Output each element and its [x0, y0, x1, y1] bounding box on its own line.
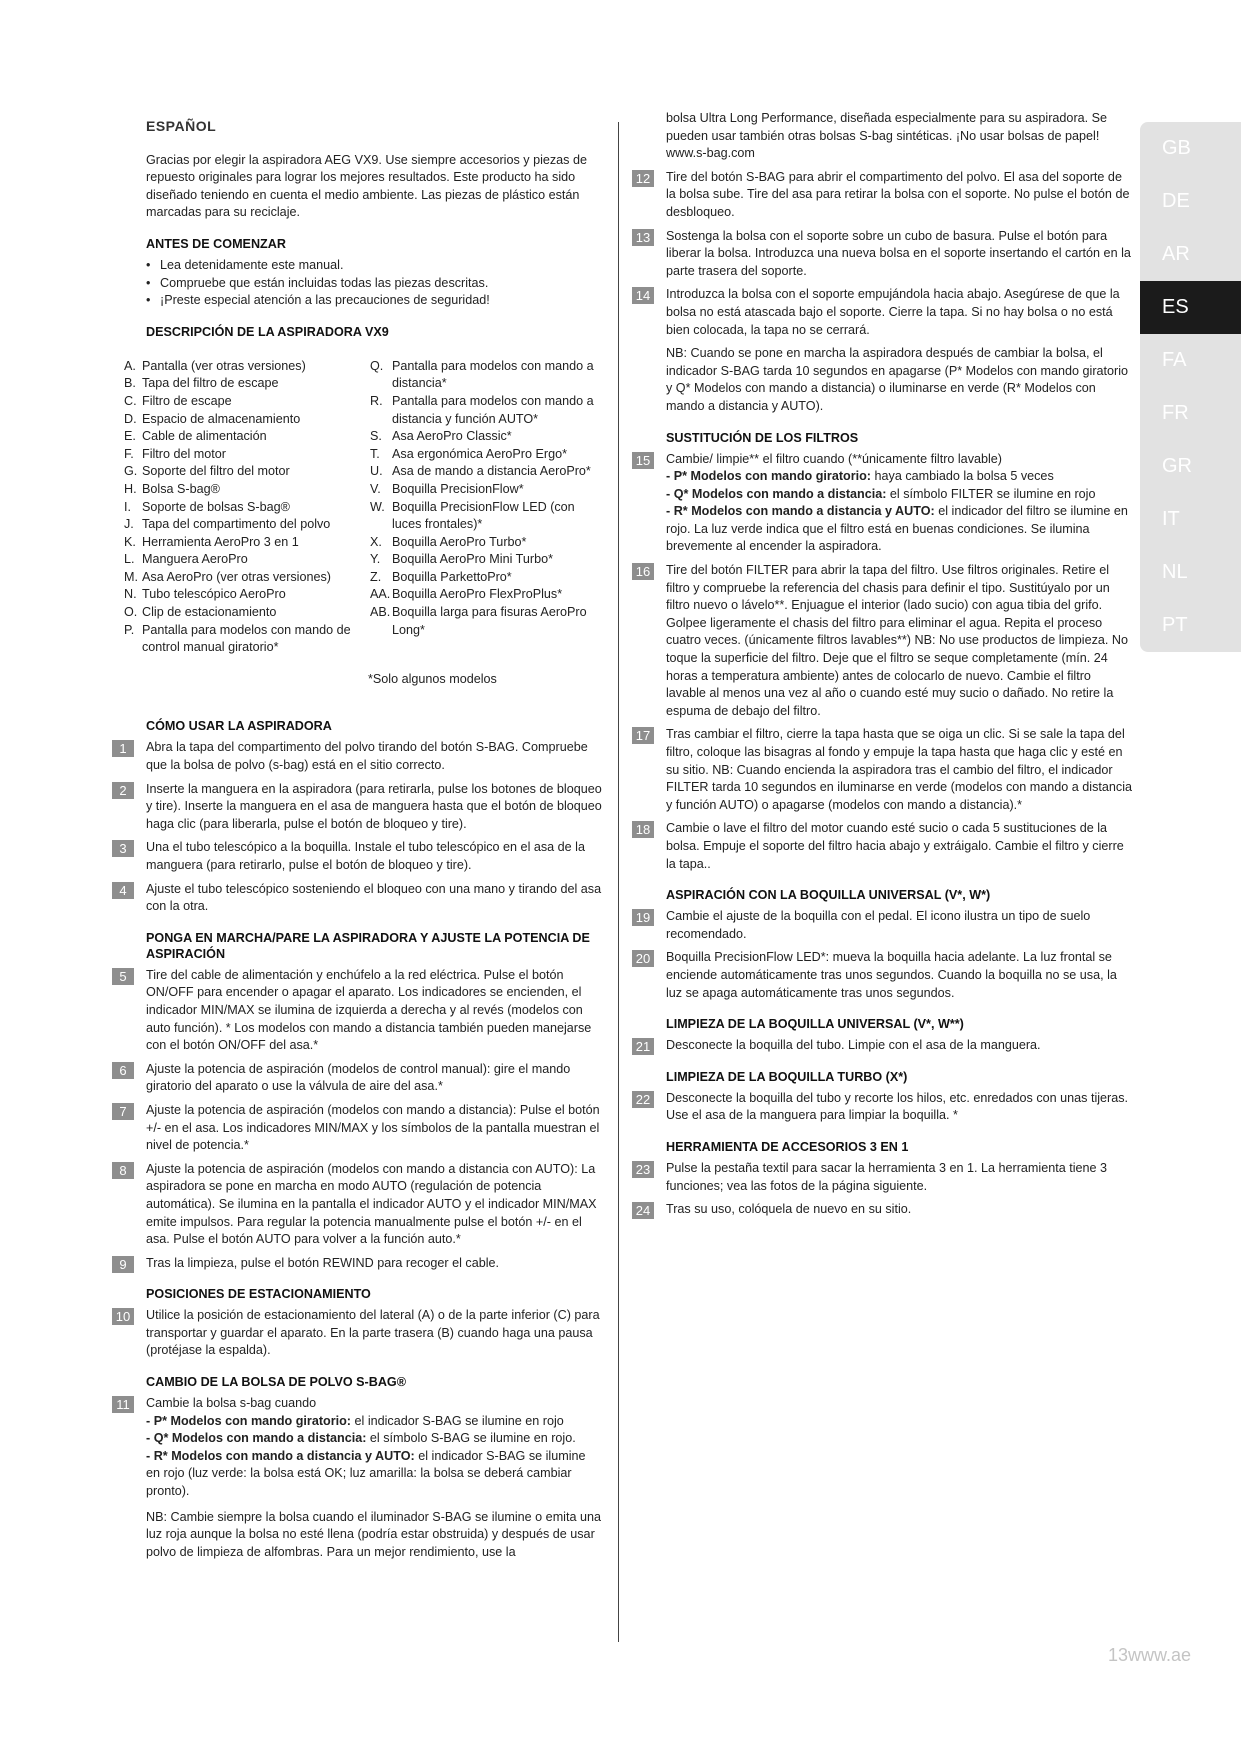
step-number-badge: 6 [112, 1062, 134, 1079]
step-text: Abra la tapa del compartimento del polvo tirando del botón S-BAG. Compruebe que la bolsa de polvo (s-bag) está en el sitio correcto. [146, 740, 588, 773]
step-item [632, 169, 1132, 222]
step-number-badge: 9 [112, 1256, 134, 1273]
clean-turbo-steps [632, 1090, 1132, 1125]
step-number-badge: 12 [632, 170, 654, 187]
step-text: Inserte la manguera en la aspiradora (para retirarla, pulse los botones de bloqueo y tire). Inserte la manguera en el asa de manguera hasta que el botón de bloqueo haga clic (para liberarla, pulse el botón de bloqueo y tire). [146, 781, 602, 831]
step-item [112, 739, 602, 774]
bag-nb: NB: Cuando se pone en marcha la aspiradora después de cambiar la bolsa, el indicador S-BAG tarda 10 segundos en apagarse (P* Modelos con mando giratorio y Q* Modelos con mando a distancia) o iluminarse en verde (R* Modelos con mando a distancia y AUTO). [666, 346, 1129, 413]
step-number-badge: 21 [632, 1038, 654, 1055]
tab-de[interactable]: DE [1140, 175, 1241, 228]
part-label: Filtro del motor [142, 446, 226, 461]
step-number-badge: 8 [112, 1162, 134, 1179]
part-letter: R. [370, 393, 383, 408]
step-text: Boquilla PrecisionFlow LED*: mueva la boquilla hacia adelante. La luz frontal se enciende automáticamente tras unos segundos. Cuando la boquilla no se usa, la luz se apaga automáticamente tras unos segundos. [666, 950, 1117, 1000]
part-label: Boquilla AeroPro Turbo* [392, 534, 527, 549]
step-text: Una el tubo telescópico a la boquilla. Instale el tubo telescópico en el asa de la manguera (para retirarlo, pulse el botón de bloqueo y tire). [146, 840, 585, 872]
part-item [370, 586, 600, 604]
step-number-badge: 22 [632, 1091, 654, 1108]
step-item [632, 726, 1132, 814]
part-label: Boquilla PrecisionFlow LED (con luces frontales)* [392, 499, 575, 532]
part-letter: U. [370, 464, 383, 479]
part-item [370, 569, 600, 587]
bag-condition-r: - R* Modelos con mando a distancia y AUTO: el indicador S-BAG se ilumine en rojo (luz verde: la bolsa está OK; luz amarilla: la bolsa se deberá cambiar pronto). [146, 1448, 586, 1499]
part-letter: V. [370, 481, 381, 496]
step-text: Utilice la posición de estacionamiento del lateral (A) o de la parte inferior (C) para transportar y guardar el aparato. En la parte trasera (B) cuando haga una pausa (protéjase la espalda). [146, 1308, 600, 1358]
part-label: Pantalla (ver otras versiones) [142, 358, 306, 373]
part-letter: O. [124, 605, 138, 620]
part-label: Clip de estacionamiento [142, 605, 277, 620]
step-number-badge: 13 [632, 229, 654, 246]
step-item [632, 1201, 1132, 1219]
step-item [112, 1102, 602, 1155]
step-item [632, 908, 1132, 943]
power-steps [112, 967, 602, 1273]
step-text: Cambie el ajuste de la boquilla con el pedal. El icono ilustra un tipo de suelo recomendado. [666, 909, 1091, 941]
part-letter: AA. [370, 587, 391, 602]
part-label: Bolsa S-bag® [142, 481, 220, 496]
part-letter: Z. [370, 569, 382, 584]
intro-text: Gracias por elegir la aspiradora AEG VX9. Use siempre accesorios y piezas de repuesto originales para lograr los mejores resultados. Este producto ha sido diseñado teniendo en cuenta el medio ambiente. Las piezas de plástico están marcadas para su reciclaje. [146, 152, 587, 220]
part-label: Boquilla AeroPro FlexProPlus* [392, 587, 563, 602]
step-item [632, 228, 1132, 281]
before-heading: ANTES DE COMENZAR [146, 236, 286, 251]
part-item [370, 428, 600, 446]
step-number-badge: 16 [632, 563, 654, 580]
part-item [370, 499, 600, 534]
universal-steps [632, 908, 1132, 1002]
part-letter: S. [370, 429, 382, 444]
part-label: Pantalla para modelos con mando de control manual giratorio* [142, 622, 351, 655]
part-letter: AB. [370, 605, 391, 620]
bag-condition-q: - Q* Modelos con mando a distancia: el símbolo S-BAG se ilumine en rojo. [146, 1431, 576, 1446]
step-text: Tire del botón FILTER para abrir la tapa del filtro. Use filtros originales. Retire el filtro y compruebe la referencia del chasis para definir el tipo. Sustitúyalo por un filtro nuevo o lávelo**. Enjuague el interior (lado sucio) con agua tibia del grifo. Golpee ligeramente el chasis del filtro para eliminar el agua. Repita el proceso cuatro veces. (únicamente filtros lavables**) NB: No use productos de limpieza. No toque la superficie del filtro. Deje que el filtro se seque completamente (mín. 24 horas a temperatura ambiente) antes de colocarlo de nuevo. Cambie el filtro lavable al menos una vez al año o cuando esté muy sucio o dañado. No retire la espuma de debajo del filtro. [666, 563, 1128, 718]
part-label: Asa de mando a distancia AeroPro* [392, 464, 591, 479]
step-number-badge: 17 [632, 727, 654, 744]
filter-condition-q: - Q* Modelos con mando a distancia: el símbolo FILTER se ilumine en rojo [666, 486, 1096, 501]
step-number-badge: 11 [112, 1396, 134, 1413]
step-text: Tras la limpieza, pulse el botón REWIND para recoger el cable. [146, 1255, 500, 1270]
bag-heading: CAMBIO DE LA BOLSA DE POLVO S-BAG® [146, 1375, 406, 1390]
part-item [124, 586, 370, 604]
part-item [124, 411, 370, 429]
step-item [632, 1160, 1132, 1195]
part-item [124, 428, 370, 446]
tab-fa[interactable]: FA [1140, 334, 1241, 387]
step-number-badge: 3 [112, 840, 134, 857]
part-letter: P. [124, 622, 135, 637]
parts-note: *Solo algunos modelos [368, 671, 497, 686]
tab-it[interactable]: IT [1140, 493, 1241, 546]
step-number-badge: 23 [632, 1161, 654, 1178]
filter-condition-p: - P* Modelos con mando giratorio: haya cambiado la bolsa 5 veces [666, 469, 1054, 484]
step-text: Desconecte la boquilla del tubo. Limpie con el asa de la manguera. [666, 1038, 1041, 1053]
part-label: Tapa del filtro de escape [142, 376, 279, 391]
park-heading: POSICIONES DE ESTACIONAMIENTO [146, 1287, 371, 1302]
use-heading: CÓMO USAR LA ASPIRADORA [146, 719, 332, 734]
part-label: Boquilla AeroPro Mini Turbo* [392, 552, 554, 567]
step-text: Ajuste la potencia de aspiración (modelos de control manual): gire el mando giratorio del aparato o use la válvula de aire del asa.* [146, 1061, 571, 1094]
part-letter: T. [370, 446, 380, 461]
part-item [124, 375, 370, 393]
step-number-badge: 2 [112, 782, 134, 799]
part-letter: K. [124, 534, 136, 549]
part-letter: M. [124, 569, 138, 584]
part-label: Asa ergonómica AeroPro Ergo* [392, 446, 568, 461]
part-item [370, 446, 600, 464]
bag-note: NB: Cambie siempre la bolsa cuando el iluminador S-BAG se ilumine o emita una luz roja aunque la bolsa no esté llena (podría estar obstruida) y después de usar polvo de limpieza de alfombras. Para un mejor rendimiento, use la [146, 1509, 601, 1559]
step-text: Ajuste la potencia de aspiración (modelos con mando a distancia con AUTO): La aspiradora se pone en marcha en modo AUTO (regulación de potencia automática). Se ilumina en la pantalla el indicador AUTO y el indicador MIN/MAX emite impulsos. Para regular la potencia manualmente pulse el botón +/- en el asa. Pulse el botón AUTO para volver a la función auto.* [146, 1161, 597, 1247]
step-text: Desconecte la boquilla del tubo y recorte los hilos, etc. enredados con unas tijeras. Use el asa de la manguera para limpiar la boquilla. * [666, 1090, 1129, 1123]
step-item [112, 967, 602, 1055]
tab-fr[interactable]: FR [1140, 387, 1241, 440]
tab-nl[interactable]: NL [1140, 546, 1241, 599]
column-divider [618, 122, 619, 1642]
step-item [112, 881, 602, 916]
part-item [124, 569, 370, 587]
part-label: Manguera AeroPro [142, 552, 248, 567]
step-number-badge: 20 [632, 950, 654, 967]
step-number-badge: 18 [632, 821, 654, 838]
part-label: Soporte de bolsas S-bag® [142, 499, 290, 514]
step-text: Tire del cable de alimentación y enchúfelo a la red eléctrica. Pulse el botón ON/OFF para encender o apagar el aparato. Los indicadores se encienden, el indicador MIN/MAX se ilumina de izquierda a derecha y al revés (modelos con auto función). * Los modelos con mando a distancia también pueden manejarse con el botón ON/OFF del asa.* [146, 967, 592, 1053]
tab-pt[interactable]: PT [1140, 599, 1241, 652]
step-item [112, 839, 602, 874]
step-item [632, 286, 1132, 339]
parts-column-1 [124, 358, 370, 657]
step-text: Tras su uso, colóquela de nuevo en su sitio. [666, 1202, 912, 1217]
step-number-badge: 19 [632, 909, 654, 926]
part-item [124, 481, 370, 499]
step-item [632, 1090, 1132, 1125]
filter-heading: SUSTITUCIÓN DE LOS FILTROS [666, 430, 859, 445]
step-text: Cambie/ limpie** el filtro cuando (**únicamente filtro lavable) [666, 451, 1002, 466]
part-letter: F. [124, 446, 134, 461]
part-letter: Y. [370, 552, 381, 567]
language-tabs [1140, 122, 1241, 652]
step-item [112, 1061, 602, 1096]
tool-heading: HERRAMIENTA DE ACCESORIOS 3 EN 1 [666, 1139, 909, 1154]
step-number-badge: 7 [112, 1103, 134, 1120]
part-letter: G. [124, 464, 138, 479]
left-column [112, 118, 602, 1567]
part-label: Pantalla para modelos con mando a distancia* [392, 358, 594, 391]
part-letter: I. [124, 499, 131, 514]
part-label: Asa AeroPro (ver otras versiones) [142, 569, 331, 584]
list-item: • ¡Preste especial atención a las precauciones de seguridad! [146, 292, 602, 310]
part-item [370, 534, 600, 552]
part-item [124, 393, 370, 411]
step-item [632, 562, 1132, 720]
part-item [370, 463, 600, 481]
part-letter: N. [124, 587, 137, 602]
part-item [124, 534, 370, 552]
clean-turbo-heading: LIMPIEZA DE LA BOQUILLA TURBO (X*) [666, 1069, 908, 1084]
step-text: Pulse la pestaña textil para sacar la herramienta 3 en 1. La herramienta tiene 3 funciones; vea las fotos de la página siguiente. [666, 1160, 1108, 1193]
part-label: Pantalla para modelos con mando a distancia y función AUTO* [392, 393, 594, 426]
part-letter: Q. [370, 358, 384, 373]
power-heading: PONGA EN MARCHA/PARE LA ASPIRADORA Y AJUSTE LA POTENCIA DE ASPIRACIÓN [146, 930, 590, 961]
step-item [632, 949, 1132, 1002]
part-label: Espacio de almacenamiento [142, 411, 301, 426]
step-number-badge: 10 [112, 1308, 134, 1325]
step-item [632, 820, 1132, 873]
part-letter: E. [124, 429, 136, 444]
step-text: Sostenga la bolsa con el soporte sobre un cubo de basura. Pulse el botón para liberar la bolsa. Introduzca una nueva bolsa en el soporte insertando el cartón en la parte trasera del soporte. [666, 228, 1131, 278]
part-letter: L. [124, 552, 135, 567]
part-letter: B. [124, 376, 136, 391]
part-label: Boquilla ParkettoPro* [392, 569, 512, 584]
part-item [124, 463, 370, 481]
list-item: • Compruebe que están incluidas todas las piezas descritas. [146, 275, 602, 293]
tab-gb[interactable]: GB [1140, 122, 1241, 175]
part-item [124, 499, 370, 517]
tab-ar[interactable]: AR [1140, 228, 1241, 281]
step-text: Cambie o lave el filtro del motor cuando esté sucio o cada 5 sustituciones de la bolsa. Empuje el soporte del filtro hacia abajo y extráigalo. Cambie el filtro y cierre la tapa.. [666, 821, 1124, 871]
parts-column-2 [370, 358, 600, 657]
bag-steps [632, 169, 1132, 339]
step-item [632, 1037, 1132, 1055]
part-label: Filtro de escape [142, 393, 232, 408]
part-label: Asa AeroPro Classic* [392, 429, 512, 444]
park-steps [112, 1307, 602, 1360]
part-label: Tapa del compartimento del polvo [142, 517, 331, 532]
step-text: Tras cambiar el filtro, cierre la tapa hasta que se oiga un clic. Si se sale la tapa del filtro, coloque las bisagras al fondo y empuje la tapa hasta que haga clic y esté en su sitio. NB: Cuando encienda la aspiradora tras el cambio del filtro, el indicador FILTER tarda 10 segundos en iluminarse en verde (modelos con mando a distancia y función AUTO) o apagarse (modelos con mando a distancia).* [666, 727, 1132, 812]
part-item [124, 604, 370, 622]
description-heading: DESCRIPCIÓN DE LA ASPIRADORA VX9 [146, 324, 389, 339]
bag-continuation: bolsa Ultra Long Performance, diseñada especialmente para su aspiradora. Se pueden usar también otras bolsas S-bag sintéticas. ¡No usar bolsas de papel! www.s-bag.com [666, 111, 1108, 161]
step-number-badge: 24 [632, 1202, 654, 1219]
part-letter: W. [370, 499, 385, 514]
step-text: Ajuste el tubo telescópico sosteniendo el bloqueo con una mano y tirando del asa con la otra. [146, 881, 602, 914]
clean-universal-heading: LIMPIEZA DE LA BOQUILLA UNIVERSAL (V*, W**) [666, 1017, 964, 1032]
page-footer: 13www.ae [1108, 1645, 1192, 1665]
step-text: Ajuste la potencia de aspiración (modelos con mando a distancia): Pulse el botón +/- en el asa. Los indicadores MIN/MAX y los símbolos de la pantalla muestran el nivel de potencia.* [146, 1102, 600, 1153]
filter-steps [632, 562, 1132, 873]
clean-universal-steps [632, 1037, 1132, 1055]
step-number-badge: 15 [632, 452, 654, 469]
part-item [370, 551, 600, 569]
tool-steps [632, 1160, 1132, 1219]
step-text: Tire del botón S-BAG para abrir el compartimento del polvo. El asa del soporte de la bolsa sube. Tire del asa para retirar la bolsa con el soporte. No pulse el botón de desbloqueo. [666, 169, 1130, 219]
parts-list [124, 358, 602, 657]
step-item [112, 1395, 602, 1561]
universal-heading: ASPIRACIÓN CON LA BOQUILLA UNIVERSAL (V*, W*) [666, 888, 991, 903]
part-letter: D. [124, 411, 137, 426]
part-label: Soporte del filtro del motor [142, 464, 290, 479]
step-item [112, 781, 602, 834]
right-column [632, 111, 1132, 1225]
part-label: Tubo telescópico AeroPro [142, 587, 286, 602]
part-item [124, 551, 370, 569]
step-item [112, 1307, 602, 1360]
bag-condition-p: - P* Modelos con mando giratorio: el indicador S-BAG se ilumine en rojo [146, 1413, 564, 1428]
step-number-badge: 4 [112, 882, 134, 899]
step-item [632, 451, 1132, 557]
part-letter: C. [124, 393, 137, 408]
part-item [124, 516, 370, 534]
step-text: Cambie la bolsa s-bag cuando [146, 1396, 317, 1411]
part-item [370, 358, 600, 393]
use-steps [112, 739, 602, 915]
step-item [112, 1255, 602, 1273]
part-item [124, 358, 370, 376]
part-label: Cable de alimentación [142, 429, 267, 444]
part-letter: J. [124, 517, 134, 532]
step-number-badge: 14 [632, 287, 654, 304]
list-item: • Lea detenidamente este manual. [146, 257, 602, 275]
step-number-badge: 5 [112, 968, 134, 985]
part-label: Boquilla larga para fisuras AeroPro Long* [392, 605, 587, 637]
tab-es[interactable]: ES [1140, 281, 1241, 334]
part-letter: H. [124, 481, 137, 496]
step-text: Introduzca la bolsa con el soporte empujándola hacia abajo. Asegúrese de que la bolsa no está atascada bajo el soporte. Cierre la tapa. Si no hay bolsa o no está bien colocada, la tapa no se cerrará. [666, 287, 1120, 337]
step-number-badge: 1 [112, 740, 134, 757]
part-label: Herramienta AeroPro 3 en 1 [142, 534, 299, 549]
language-title: ESPAÑOL [146, 118, 217, 134]
part-letter: A. [124, 358, 136, 373]
before-list [146, 257, 602, 310]
part-item [370, 393, 600, 428]
part-item [124, 622, 370, 657]
part-item [370, 481, 600, 499]
tab-gr[interactable]: GR [1140, 440, 1241, 493]
filter-condition-r: - R* Modelos con mando a distancia y AUTO: el indicador del filtro se ilumine en rojo. La luz verde indica que el filtro está en buenas condiciones. Se ilumina brevemente al encender la aspiradora. [666, 504, 1128, 554]
part-item [370, 604, 600, 639]
part-letter: X. [370, 534, 382, 549]
step-item [112, 1161, 602, 1249]
part-label: Boquilla PrecisionFlow* [392, 481, 524, 496]
part-item [124, 446, 370, 464]
